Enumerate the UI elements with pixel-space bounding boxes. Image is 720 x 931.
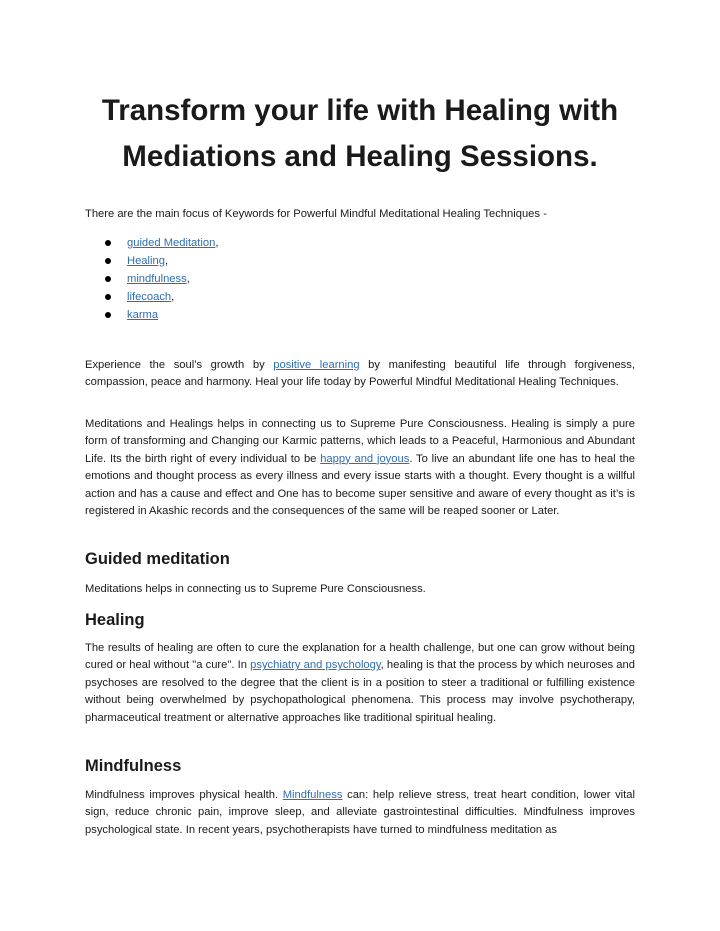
- keyword-link-healing[interactable]: Healing: [127, 255, 165, 267]
- list-separator: ,: [186, 273, 190, 285]
- keyword-list: [85, 235, 385, 325]
- positive-learning-link[interactable]: positive learning: [273, 359, 360, 371]
- bullet-icon: [105, 276, 111, 282]
- bullet-icon: [105, 312, 111, 318]
- paragraph-healing: The results of healing are often to cure the explanation for a health challenge, but one can grow without being cured or heal without "a cure". In psychiatry and psychology, healing is that the process by which neuroses and psychoses are resolved to the degree that the client is in a position to steer a traditional or fulfilling existence without being overwhelmed by psychopathological phenomena. This process may involve psychotherapy, pharmaceutical treatment or alternative approaches like traditional spiritual healing.: [85, 642, 635, 724]
- heading-mindfulness: Mindfulness: [85, 757, 182, 775]
- intro-text: There are the main focus of Keywords for Powerful Mindful Meditational Healing Techniques -: [85, 208, 547, 220]
- bullet-icon: [105, 258, 111, 264]
- bullet-icon: [105, 240, 111, 246]
- keyword-link-guided-meditation[interactable]: guided Meditation: [127, 237, 216, 249]
- list-item: [85, 289, 385, 307]
- bullet-icon: [105, 294, 111, 300]
- paragraph-guided-meditation: Meditations helps in connecting us to Supreme Pure Consciousness.: [85, 583, 426, 595]
- keyword-link-lifecoach[interactable]: lifecoach: [127, 291, 172, 303]
- list-separator: ,: [215, 237, 219, 249]
- list-item: [85, 271, 385, 289]
- page-title: Transform your life with Healing with Mediations and Healing Sessions.: [101, 94, 619, 173]
- happy-and-joyous-link[interactable]: happy and joyous: [320, 452, 410, 465]
- heading-guided-meditation: Guided meditation: [85, 550, 230, 568]
- psychiatry-and-psychology-link[interactable]: psychiatry and psychology: [250, 659, 381, 672]
- keyword-link-karma[interactable]: karma: [127, 309, 159, 321]
- paragraph-mindfulness: Mindfulness improves physical health. Mindfulness can: help relieve stress, treat heart condition, lower vital sign, reduce chronic pain, improve sleep, and alleviate gastrointestinal difficulties. Mindfulness improves psychological state. In recent years, psychotherapists have turned to mindfulness meditation as: [85, 789, 635, 836]
- mindfulness-link[interactable]: Mindfulness: [282, 789, 343, 801]
- keyword-link-mindfulness[interactable]: mindfulness: [127, 273, 187, 285]
- paragraph-meditations-healings: Meditations and Healings helps in connecting us to Supreme Pure Consciousness. Healing is simply a pure form of transforming and Changing our Karmic patterns, which leads to a Peaceful, Harmonious and Abundant Life. Its the birth right of every individual to be happy and joyous. To live an abundant life one has to heal the emotions and thought process as every illness and every issue starts with a thought. Every thought is a willful action and has a cause and effect and One has to become super sensitive and aware of every thought as it’s is registered in Akashic records and the consequences of the same will be reaped sooner or Later.: [85, 418, 636, 518]
- list-item: [85, 235, 385, 253]
- list-separator: ,: [171, 291, 175, 303]
- list-item: [85, 253, 385, 271]
- list-item: [85, 307, 385, 325]
- paragraph-soul-growth: Experience the soul’s growth by positive learning by manifesting beautiful life through forgiveness, compassion, peace and harmony. Heal your life today by Powerful Mindful Meditational Healing Techniques.: [85, 359, 635, 389]
- list-separator: ,: [164, 255, 169, 267]
- heading-healing: Healing: [85, 611, 145, 629]
